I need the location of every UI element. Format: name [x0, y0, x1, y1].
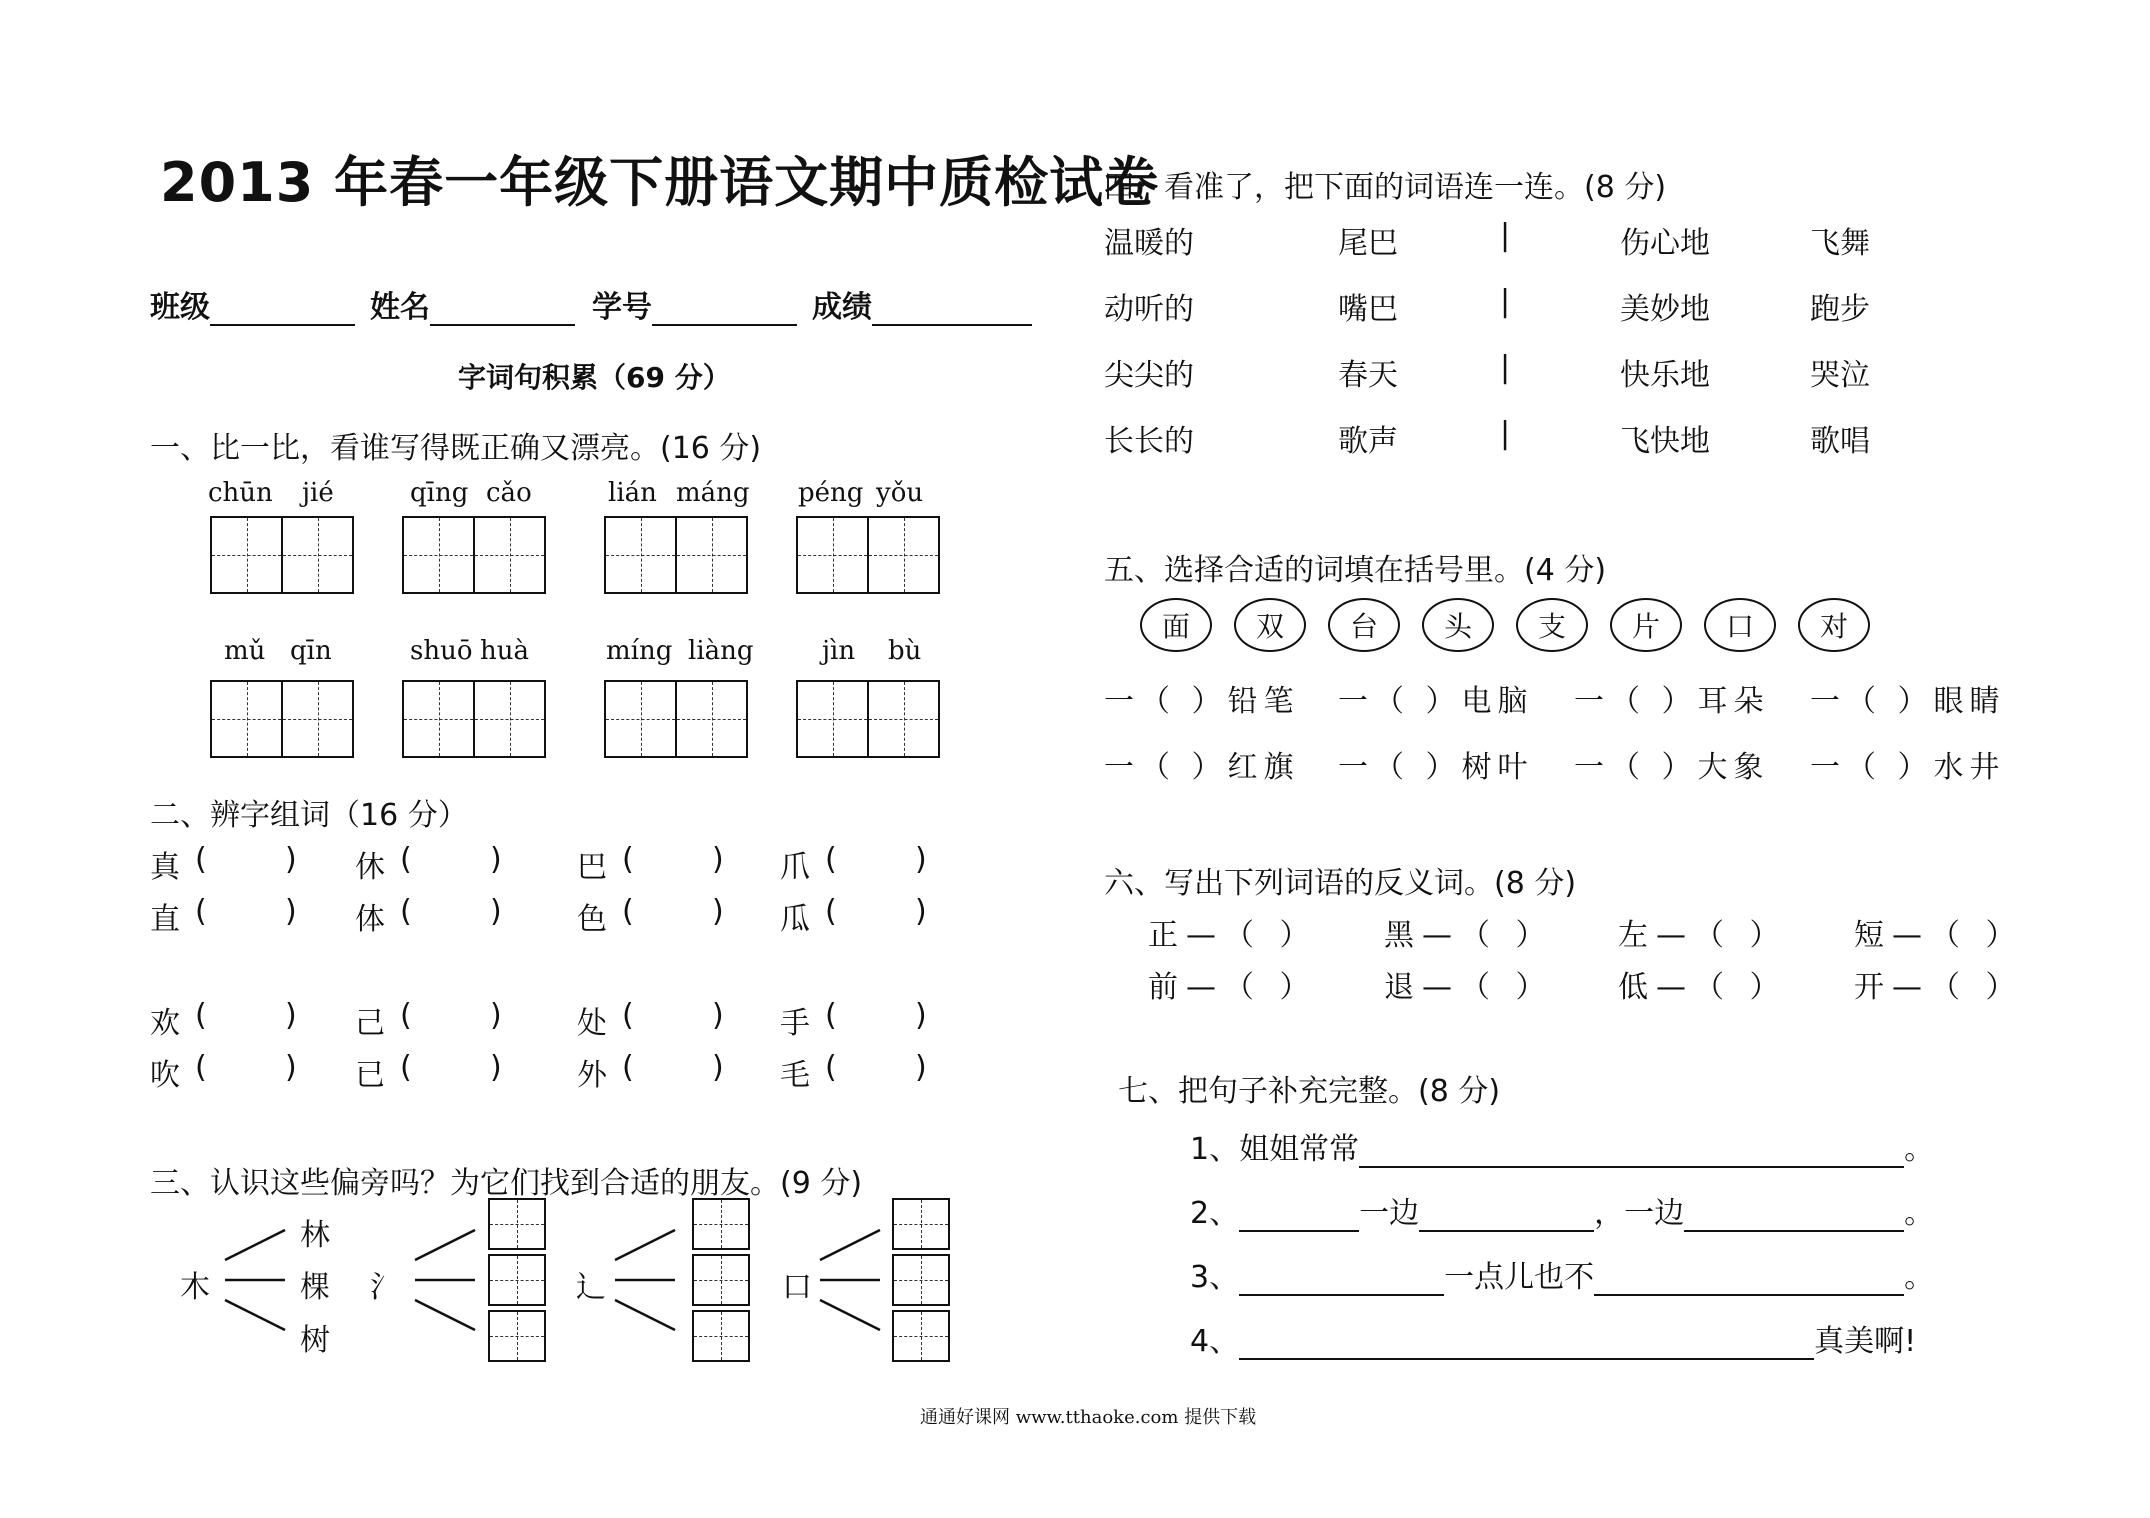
match-word: 哭泣	[1810, 358, 1870, 393]
paren-open: (	[622, 842, 634, 877]
pinyin: chūn	[208, 478, 273, 508]
word-char: 手	[780, 1006, 810, 1041]
word-char: 树	[300, 1323, 330, 1358]
q4-title: 四、看准了，把下面的词语连一连。(8 分)	[1104, 170, 1667, 205]
paren-open: (	[622, 998, 634, 1033]
blank-line[interactable]	[1239, 1200, 1359, 1232]
match-word: 春天	[1338, 358, 1398, 393]
antonym-item[interactable]: 黑—（ ）	[1384, 918, 1554, 953]
match-word: 温暖的	[1104, 226, 1194, 261]
match-word: 歌声	[1338, 424, 1398, 459]
q3-title: 三、认识这些偏旁吗？为它们找到合适的朋友。(9 分)	[150, 1166, 863, 1201]
q1-title: 一、比一比，看谁写得既正确又漂亮。(16 分)	[150, 431, 762, 466]
paren-close: )	[285, 998, 297, 1033]
paren-open: (	[400, 894, 412, 929]
pinyin: bù	[888, 636, 922, 666]
fill-item[interactable]: 一（ ）耳朵	[1574, 684, 1770, 719]
radical: 口	[782, 1270, 812, 1305]
word-char: 真	[150, 850, 180, 885]
separator-mark: |	[1500, 416, 1511, 451]
answer-box[interactable]	[692, 1198, 750, 1250]
sentence-2: 2、 一边 ，一边 。	[1190, 1196, 1935, 1231]
class-label: 班级	[150, 290, 210, 325]
blank-line[interactable]	[1684, 1200, 1904, 1232]
option-word[interactable]: 对	[1798, 598, 1870, 652]
radical: 辶	[576, 1270, 606, 1305]
word-char: 处	[577, 1006, 607, 1041]
pinyin: shuō	[410, 636, 473, 666]
match-word: 长长的	[1104, 424, 1194, 459]
option-word[interactable]: 面	[1140, 598, 1212, 652]
paren-open: (	[400, 998, 412, 1033]
match-word: 美妙地	[1620, 292, 1710, 327]
match-word: 尖尖的	[1104, 358, 1194, 393]
answer-box[interactable]	[488, 1198, 546, 1250]
score-label: 成绩	[812, 290, 872, 325]
blank-line[interactable]	[1239, 1264, 1444, 1296]
pinyin: qīng	[410, 478, 469, 508]
word-char: 外	[577, 1058, 607, 1093]
blank-line[interactable]	[1359, 1136, 1904, 1168]
paren-close: )	[915, 1050, 927, 1085]
section-subtitle: 字词句积累（69 分）	[458, 361, 731, 394]
answer-box[interactable]	[692, 1254, 750, 1306]
separator-mark: |	[1500, 284, 1511, 319]
pinyin: jìn	[822, 636, 856, 666]
paren-open: (	[825, 894, 837, 929]
fill-item[interactable]: 一（ ）大象	[1574, 750, 1770, 785]
pinyin: máng	[676, 478, 750, 508]
fill-item[interactable]: 一（ ）水井	[1810, 750, 2006, 785]
radical: 木	[180, 1270, 210, 1305]
paren-close: )	[712, 998, 724, 1033]
pinyin: liàng	[688, 636, 754, 666]
paren-close: )	[712, 842, 724, 877]
match-word: 嘴巴	[1338, 292, 1398, 327]
option-word[interactable]: 双	[1234, 598, 1306, 652]
paren-close: )	[285, 842, 297, 877]
paren-close: )	[490, 894, 502, 929]
q2-title: 二、辨字组词（16 分）	[150, 798, 468, 833]
paren-open: (	[400, 842, 412, 877]
word-char: 瓜	[780, 902, 810, 937]
word-char: 已	[355, 1058, 385, 1093]
paren-close: )	[915, 998, 927, 1033]
fill-item[interactable]: 一（ ）红旗	[1104, 750, 1300, 785]
match-word: 跑步	[1810, 292, 1870, 327]
antonym-item[interactable]: 短—（ ）	[1854, 918, 2024, 953]
antonym-item[interactable]: 左—（ ）	[1618, 918, 1788, 953]
q6-title: 六、写出下列词语的反义词。(8 分)	[1104, 866, 1577, 901]
word-char: 色	[577, 902, 607, 937]
paren-close: )	[285, 1050, 297, 1085]
word-char: 毛	[780, 1058, 810, 1093]
paren-close: )	[712, 1050, 724, 1085]
q5-title: 五、选择合适的词填在括号里。(4 分)	[1104, 553, 1607, 588]
word-char: 吹	[150, 1058, 180, 1093]
match-word: 伤心地	[1620, 226, 1710, 261]
answer-box[interactable]	[488, 1310, 546, 1362]
word-char: 己	[355, 1006, 385, 1041]
pinyin: mǔ	[224, 636, 266, 666]
answer-box[interactable]	[692, 1310, 750, 1362]
pinyin: lián	[608, 478, 657, 508]
answer-box[interactable]	[892, 1310, 950, 1362]
name-label: 姓名	[370, 290, 430, 325]
pinyin: míng	[606, 636, 673, 666]
sentence-1: 1、姐姐常常 。	[1190, 1132, 1935, 1167]
sentence-3: 3、 一点儿也不 。	[1190, 1260, 1935, 1295]
match-word: 飞舞	[1810, 226, 1870, 261]
match-word: 动听的	[1104, 292, 1194, 327]
word-char: 棵	[300, 1270, 330, 1305]
match-word: 飞快地	[1620, 424, 1710, 459]
option-word[interactable]: 片	[1610, 598, 1682, 652]
match-word: 歌唱	[1810, 424, 1870, 459]
paren-open: (	[622, 1050, 634, 1085]
antonym-item[interactable]: 开—（ ）	[1854, 970, 2024, 1005]
pinyin: jié	[302, 478, 334, 508]
word-char: 巴	[577, 850, 607, 885]
paren-close: )	[712, 894, 724, 929]
paren-open: (	[195, 1050, 207, 1085]
separator-mark: |	[1500, 218, 1511, 253]
blank-line[interactable]	[1239, 1328, 1814, 1360]
match-word: 尾巴	[1338, 226, 1398, 261]
q7-title: 七、把句子补充完整。(8 分)	[1118, 1074, 1501, 1109]
pinyin: huà	[480, 636, 529, 666]
word-char: 爪	[780, 850, 810, 885]
radical: 氵	[370, 1270, 400, 1305]
word-char: 林	[300, 1218, 330, 1253]
answer-box[interactable]	[892, 1198, 950, 1250]
paren-open: (	[195, 894, 207, 929]
fill-item[interactable]: 一（ ）铅笔	[1104, 684, 1300, 719]
option-word[interactable]: 口	[1704, 598, 1776, 652]
paren-open: (	[195, 998, 207, 1033]
pinyin: yǒu	[876, 478, 924, 508]
paren-close: )	[490, 842, 502, 877]
page-title: 2013 年春一年级下册语文期中质检试卷	[160, 151, 1160, 214]
answer-box[interactable]	[892, 1254, 950, 1306]
antonym-item[interactable]: 退—（ ）	[1384, 970, 1554, 1005]
answer-box[interactable]	[488, 1254, 546, 1306]
paren-open: (	[825, 1050, 837, 1085]
footer-credit: 通通好课网 www.tthaoke.com 提供下载	[920, 1407, 1257, 1428]
matching-lines	[0, 0, 1100, 1400]
option-word[interactable]: 台	[1328, 598, 1400, 652]
number-label: 学号	[592, 290, 652, 325]
fill-item[interactable]: 一（ ）电脑	[1338, 684, 1534, 719]
option-word[interactable]: 支	[1516, 598, 1588, 652]
match-word: 快乐地	[1620, 358, 1710, 393]
fill-item[interactable]: 一（ ）眼睛	[1810, 684, 2006, 719]
pinyin: cǎo	[486, 478, 532, 508]
blank-line[interactable]	[1594, 1264, 1904, 1296]
antonym-item[interactable]: 低—（ ）	[1618, 970, 1788, 1005]
pinyin: qīn	[290, 636, 332, 666]
paren-close: )	[490, 998, 502, 1033]
word-char: 休	[355, 850, 385, 885]
word-char: 直	[150, 902, 180, 937]
paren-open: (	[825, 842, 837, 877]
pinyin: péng	[798, 478, 864, 508]
paren-open: (	[622, 894, 634, 929]
paren-close: )	[915, 894, 927, 929]
separator-mark: |	[1500, 350, 1511, 385]
paren-close: )	[915, 842, 927, 877]
blank-line[interactable]	[1419, 1200, 1594, 1232]
antonym-item[interactable]: 正—（ ）	[1148, 918, 1318, 953]
word-char: 欢	[150, 1006, 180, 1041]
fill-item[interactable]: 一（ ）树叶	[1338, 750, 1534, 785]
paren-open: (	[400, 1050, 412, 1085]
option-word[interactable]: 头	[1422, 598, 1494, 652]
paren-open: (	[195, 842, 207, 877]
paren-close: )	[490, 1050, 502, 1085]
sentence-4: 4、 真美啊!	[1190, 1324, 1917, 1359]
word-char: 体	[355, 902, 385, 937]
antonym-item[interactable]: 前—（ ）	[1148, 970, 1318, 1005]
paren-close: )	[285, 894, 297, 929]
paren-open: (	[825, 998, 837, 1033]
